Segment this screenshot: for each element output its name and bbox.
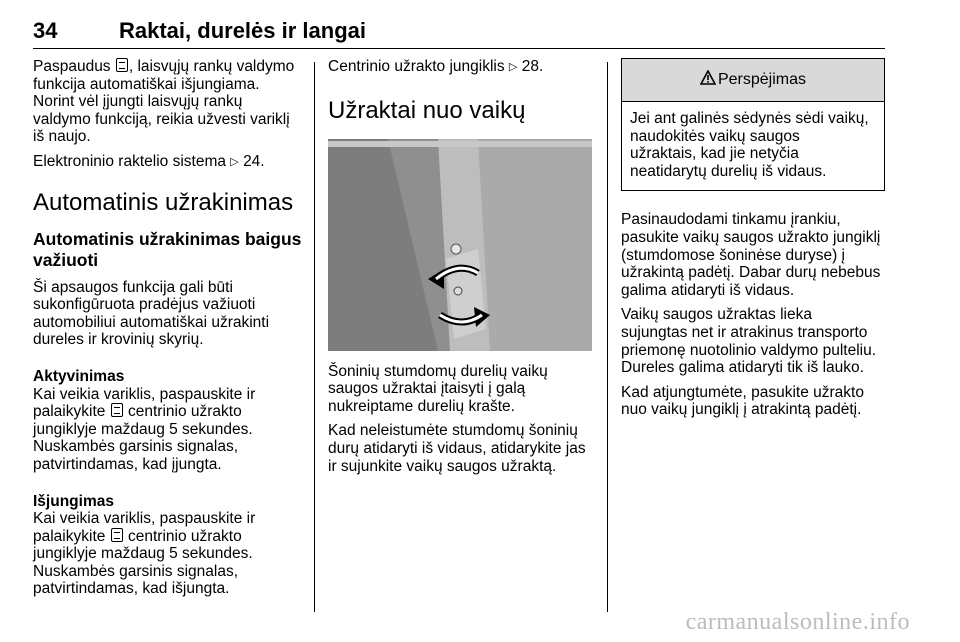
- column-1: [33, 58, 305, 605]
- deactivation-label: Išjungimas: [33, 492, 114, 510]
- chapter-title: Raktai, durelės ir langai: [119, 18, 366, 43]
- door-child-lock-illustration: [328, 139, 592, 351]
- warning-header: [622, 59, 884, 102]
- watermark: carmanualsonline.info: [685, 609, 910, 635]
- body-paragraph: Kad neleistumėte stumdomų šoninių durų atidaryti iš vidaus, atidarykite jas ir sujunkite vaikų saugos užraktą.: [328, 422, 586, 475]
- activation-label: Aktyvinimas: [33, 367, 125, 385]
- photo-caption: Šoninių stumdomų durelių vaikų saugos užraktai įtaisyti į galą nukreiptame durelių krašte.: [328, 362, 548, 415]
- warning-text: Jei ant galinės sėdynės sėdi vaikų, naudokitės vaikų saugos užraktais, kad jie netyčia neatidarytų durelių iš vidaus.: [630, 110, 869, 180]
- page-number: 34: [33, 18, 58, 43]
- column-2: [328, 58, 596, 482]
- cross-reference[interactable]: Elektroninio raktelio sistema ▷ 24.: [33, 152, 265, 170]
- lock-key-icon: [111, 528, 123, 542]
- body-paragraph: Vaikų saugos užraktas lieka sujungtas net ir atrakinus transporto priemonę nuotolinio valdymo pulteliu. Dureles galima atidaryti tik iš lauko.: [621, 306, 877, 377]
- activation-paragraph: Aktyvinimas Kai veikia variklis, paspauskite ir palaikykite centrinio užrakto jungiklyje maždaug 5 sekundes. Nuskambės garsinis signalas, patvirtindamas, kad įjungta.: [33, 368, 305, 474]
- deactivation-paragraph: Išjungimas Kai veikia variklis, paspauskite ir palaikykite centrinio užrakto jungiklyje maždaug 5 sekundes. Nuskambės garsinis signalas, patvirtindamas, kad išjungta.: [33, 493, 305, 599]
- page-ref-arrow-icon: ▷: [508, 61, 518, 73]
- section-heading: Automatinis užrakinimas: [33, 188, 294, 216]
- column-divider: [314, 62, 315, 612]
- warning-box: [621, 58, 885, 191]
- warning-icon: [700, 60, 716, 102]
- lock-key-icon: [116, 58, 128, 72]
- column-3: [621, 58, 885, 426]
- body-paragraph: Pasinaudodami tinkamu įrankiu, pasukite vaikų saugos užrakto jungiklį (stumdomose šoninėse duryse) į užrakintą padėtį. Dabar durų nebebus galima atidaryti iš vidaus.: [621, 211, 881, 299]
- column-divider: [607, 62, 608, 612]
- page-header: [33, 8, 885, 49]
- body-paragraph: Kad atjungtumėte, pasukite užrakto nuo vaikų jungiklį į atrakintą padėtį.: [621, 383, 864, 419]
- subsection-heading: Automatinis užrakinimas baigus važiuoti: [33, 228, 302, 270]
- cross-reference[interactable]: Centrinio užrakto jungiklis ▷ 28.: [328, 58, 544, 75]
- lock-key-icon: [111, 403, 123, 417]
- warning-title: Perspėjimas: [717, 71, 807, 88]
- page-ref-arrow-icon: ▷: [230, 155, 239, 168]
- body-paragraph: Ši apsaugos funkcija gali būti sukonfigūruota pradėjus važiuoti automobiliui automatiškai užrakinti dureles ir krovinių skyrių.: [33, 278, 270, 349]
- section-heading: Užraktai nuo vaikų: [328, 96, 526, 124]
- intro-paragraph: Paspaudus , laisvųjų rankų valdymo funkcija automatiškai išjungiama. Norint vėl įjungti laisvųjų rankų valdymo funkciją, reikia užvesti variklį iš naujo.: [33, 58, 295, 146]
- child-lock-photo: [328, 139, 592, 351]
